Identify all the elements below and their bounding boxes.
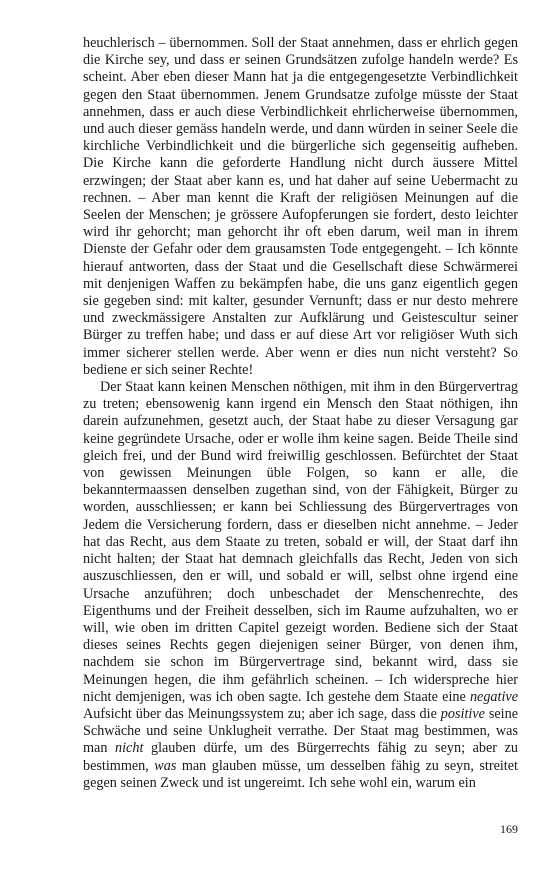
paragraph-2-text: Der Staat kann keinen Menschen nöthigen, mit ihm in den Bürgervertrag zu treten; ebensowenig kann irgend ein Mensch den Staat nöthigen, ihn darein aufzunehmen, gesetzt auch, der Staat habe zu dieser Versagung gar keine gegründete Ursache, oder er wolle ihm keine sagen. Beide Theile sind gleich frei, und der Bund wird freiwillig geschlossen. Befürchtet der Staat von gewissen Meinungen üble Folgen, so kann er alle, die bekanntermaassen denselben zugethan sind, von der Fähigkeit, Bürger zu worden, ausschliessen; er kann bei Schliessung des Bürgervertrages von Jedem die Versicherung fordern, dass er dieselben nicht annehme. – Jeder hat das Recht, aus dem Staate zu treten, sobald er will, der Staat darf ihn nicht halten; der Staat hat demnach gleichfalls das Recht, Jeden von sich auszuschliessen, den er will, und sobald er will, selbst ohne irgend eine Ursache anzuführen; doch unbeschadet der Menschenrechte, des Eigenthums und der Freiheit desselben, sich im Raume aufzuhalten, wo er will, wie oben im dritten Capitel gezeigt worden. Bediene sich der Staat dieses seines Rechts gegen diejenigen seiner Bürger, von denen ihm, nachdem sie schon im Bürgervertrage sind, bekannt wird, dass sie Meinungen hegen, die ihm gefährlich scheinen. – Ich widerspreche hier nicht demjenigen, was ich oben sagte. Ich gestehe dem Staate eine [83, 379, 518, 705]
paragraph-2-text: seine Schwäche und seine Unklugheit verrathe. Der Staat mag bestimmen, was man [83, 705, 518, 757]
paragraph-2-text: Aufsicht über das Meinungssystem zu; aber ich sage, dass die [83, 705, 441, 722]
paragraph-1 [83, 35, 518, 379]
emphasis-negative: negative [469, 688, 518, 705]
emphasis-positive: positive [440, 705, 485, 722]
paragraph-2-text: glauben dürfe, um des Bürgerrechts fähig zu seyn; aber zu bestimmen, [83, 740, 518, 774]
paragraph-2-text: man glauben müsse, um desselben fähig zu seyn, streitet gegen seinen Zweck und ist ungereimt. Ich sehe wohl ein, warum ein [83, 757, 518, 791]
emphasis-nicht: nicht [115, 740, 144, 757]
paragraph-1-text: heuchlerisch – übernommen. Soll der Staat annehmen, dass er ehrlich gegen die Kirche sey, und dass er seinen Grundsätzen zufolge handeln werde? Es scheint. Aber eben dieser Mann hat ja die entgegengesetzte Verbindlichkeit gegen den Staat übernommen. Jenem Grundsatze zufolge müsste der Staat annehmen, dass er auch diese Verbindlichkeit ehrlicherweise übernommen, und auch dieser gemäss handeln werde, und dann würden in seiner Seele die kirchliche Verbindlichkeit und die bürgerliche sich gegenseitig aufheben. Die Kirche kann die geforderte Handlung nicht durch äussere Mittel erzwingen; der Staat aber kann es, und hat daher auf seine Uebermacht zu rechnen. – Aber man kennt die Kraft der religiösen Meinungen auf die Seelen der Menschen; je grössere Aufopferungen sie fordert, desto leichter wird ihr gehorcht; man gehorcht ihr oft eben darum, weil man in ihrem Dienste der Gefahr oder dem grausamsten Tode entgegengeht. – Ich könnte hierauf antworten, dass der Staat und die Gesellschaft diese Schwärmerei mit denjenigen Waffen zu bekämpfen habe, die uns ganz eigentlich gegen sie gegeben sind: mit kalter, gesunder Vernunft; dass er nur desto mehrere und zweckmässigere Anstalten zur Aufklärung und Geistescultur seiner Bürger zu treffen habe; und dass er auf diese Art vor religiöser Wuth sich immer sicherer stellen werde. Aber wenn er dies nun nicht versteht? So bediene er sich seiner Rechte! [83, 35, 518, 378]
page-number: 169 [500, 822, 518, 836]
emphasis-was: was [154, 757, 177, 774]
body-text [83, 35, 518, 792]
paragraph-2 [83, 379, 518, 792]
